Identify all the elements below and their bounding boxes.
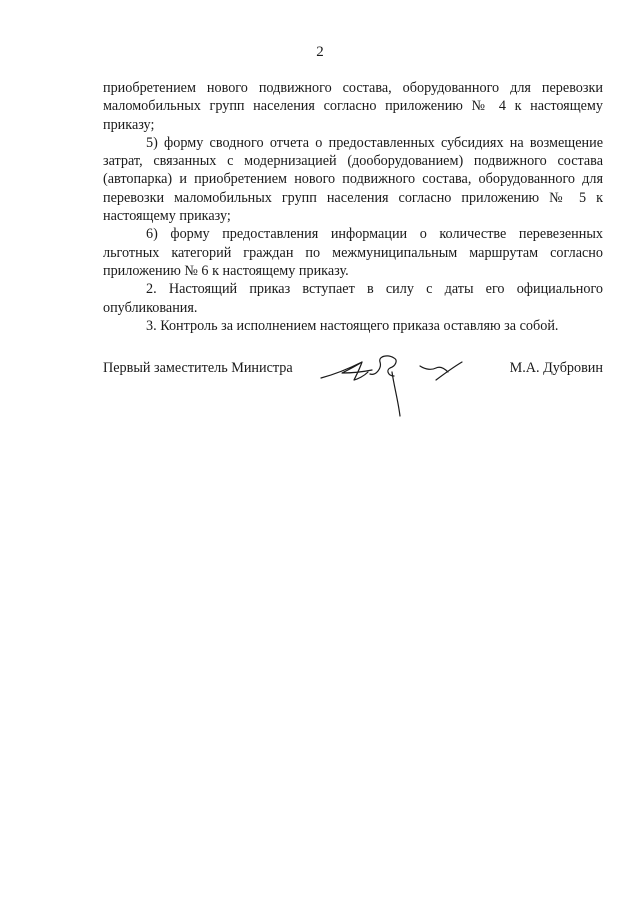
signatory-title: Первый заместитель Министра: [103, 360, 293, 376]
document-body: [103, 79, 603, 335]
signatory-name: М.А. Дубровин: [509, 360, 603, 376]
paragraph-clause-2: 2. Настоящий приказ вступает в силу с даты его официального опубликования.: [103, 281, 603, 316]
paragraph-item-6: 6) форму предоставления информации о количестве перевезенных льготных категорий граждан по межмуниципальным маршрутам согласно приложению № 6 к настоящему приказу.: [103, 226, 603, 279]
page-number: 2: [316, 44, 324, 60]
handwritten-signature: [318, 346, 468, 421]
paragraph-continuation: приобретением нового подвижного состава, оборудованного для перевозки маломобильных групп населения согласно приложению № 4 к настоящему приказу;: [103, 80, 603, 133]
paragraph-item-5: 5) форму сводного отчета о предоставленных субсидиях на возмещение затрат, связанных с модернизацией (дооборудованием) подвижного состава (автопарка) и приобретением нового подвижного состава, оборудованного для перевозки маломобильных групп населения согласно приложению № 5 к настоящему приказу;: [103, 134, 603, 225]
paragraph-clause-3: 3. Контроль за исполнением настоящего приказа оставляю за собой.: [146, 317, 559, 334]
